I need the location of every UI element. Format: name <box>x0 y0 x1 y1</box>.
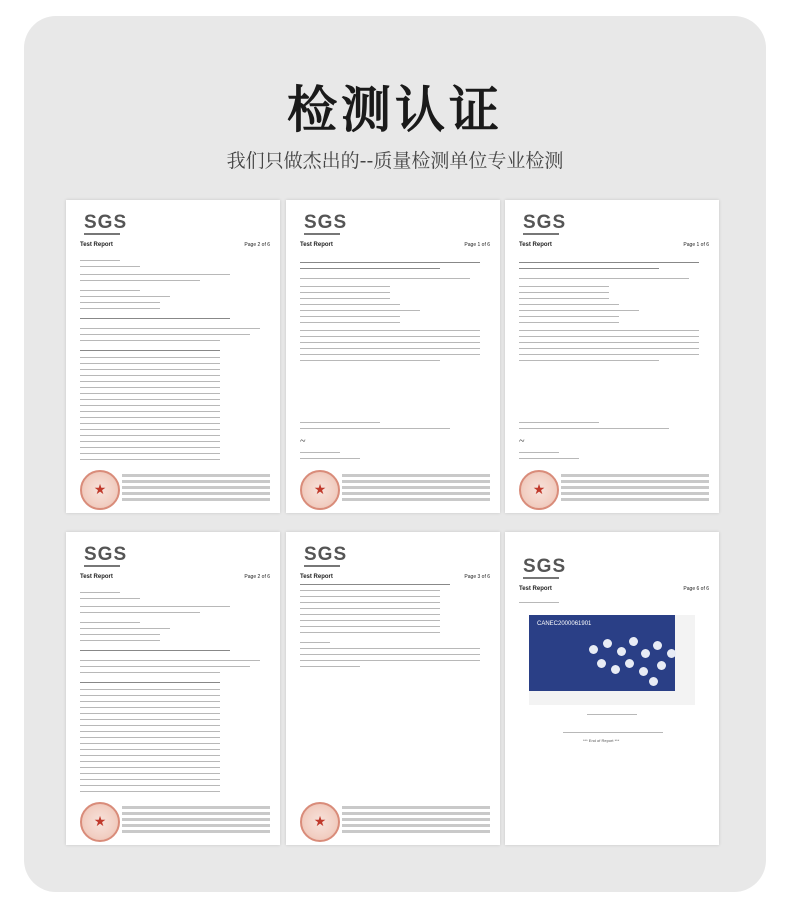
page-number: Page 1 of 6 <box>464 242 490 248</box>
signature: ~ <box>519 436 525 447</box>
page-number: Page 1 of 6 <box>683 242 709 248</box>
report-page <box>66 532 280 845</box>
page-title: 检测认证 <box>287 81 503 139</box>
report-header <box>519 586 709 592</box>
sgs-logo: SGS <box>84 212 128 233</box>
report-page <box>286 532 500 845</box>
sample-id: CANEC2000061901 <box>537 621 592 627</box>
page-number: Page 3 of 6 <box>464 574 490 580</box>
sample-photo <box>529 615 695 705</box>
sgs-logo: SGS <box>84 544 128 565</box>
divider <box>84 565 120 567</box>
report-heading: Test Report <box>300 574 333 580</box>
divider <box>304 565 340 567</box>
report-heading: Test Report <box>519 586 552 592</box>
report-heading: Test Report <box>80 242 113 248</box>
report-header <box>80 242 270 248</box>
report-page <box>505 200 719 513</box>
divider <box>523 577 559 579</box>
sgs-logo: SGS <box>523 556 567 577</box>
divider <box>304 233 340 235</box>
report-page <box>286 200 500 513</box>
signature: ~ <box>300 436 306 447</box>
sgs-logo: SGS <box>304 544 348 565</box>
page-subtitle: 我们只做杰出的--质量检测单位专业检测 <box>226 150 564 172</box>
page-number: Page 6 of 6 <box>683 586 709 592</box>
end-of-report: *** End of Report *** <box>583 738 620 743</box>
report-header <box>300 242 490 248</box>
report-header <box>300 574 490 580</box>
report-header <box>80 574 270 580</box>
seal-stamp <box>519 470 559 510</box>
seal-stamp <box>80 802 120 842</box>
report-heading: Test Report <box>300 242 333 248</box>
report-page <box>66 200 280 513</box>
divider <box>84 233 120 235</box>
sgs-logo: SGS <box>523 212 567 233</box>
seal-stamp <box>300 802 340 842</box>
page-number: Page 2 of 6 <box>244 574 270 580</box>
report-header <box>519 242 709 248</box>
report-page <box>505 532 719 845</box>
report-heading: Test Report <box>519 242 552 248</box>
seal-stamp <box>80 470 120 510</box>
seal-stamp <box>300 470 340 510</box>
ruler <box>529 691 695 705</box>
report-heading: Test Report <box>80 574 113 580</box>
page-number: Page 2 of 6 <box>244 242 270 248</box>
divider <box>523 233 559 235</box>
sgs-logo: SGS <box>304 212 348 233</box>
